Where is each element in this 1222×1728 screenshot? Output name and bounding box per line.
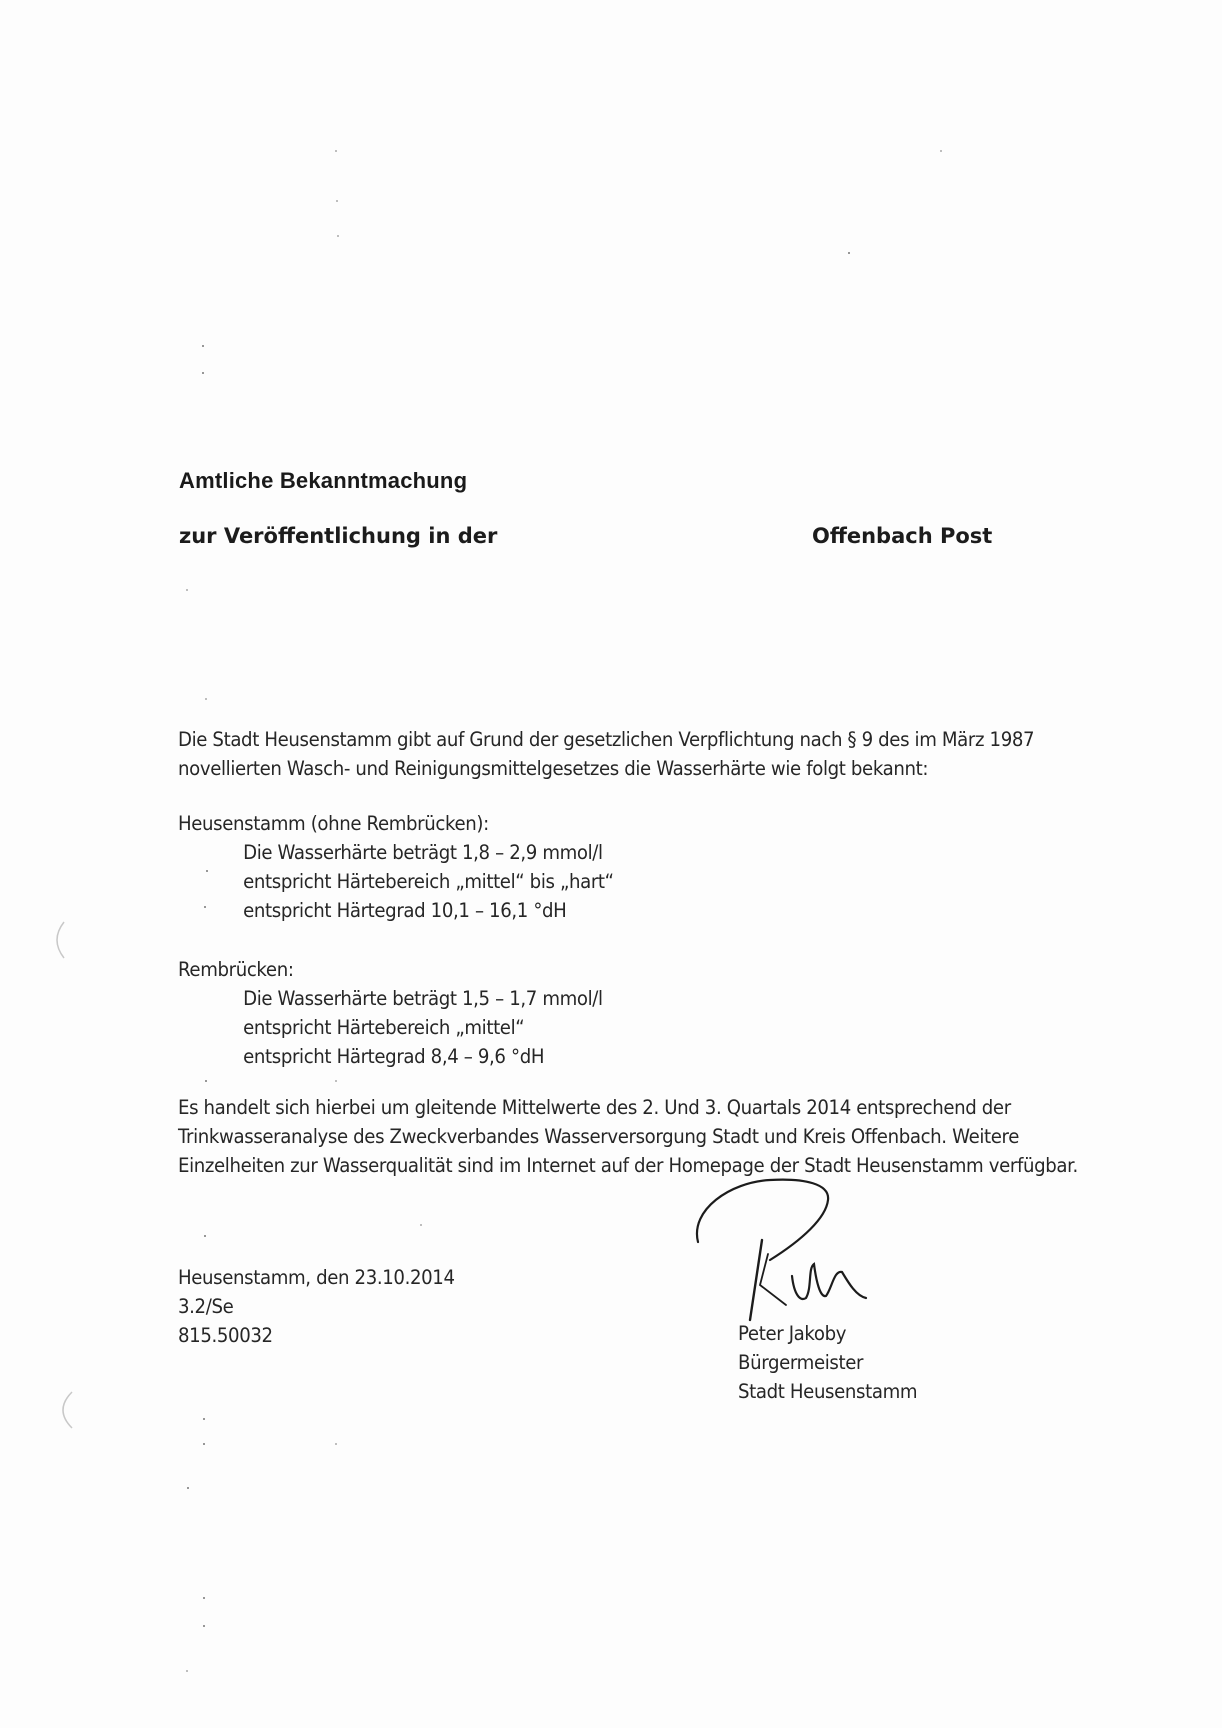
area-block-rembruecken [178,955,603,1071]
scan-speck [202,345,204,347]
scan-speck [203,1625,205,1627]
scan-speck [203,1597,205,1599]
scan-speck [335,1443,337,1445]
scan-speck [335,1080,337,1082]
closing-paragraph [178,1093,1078,1180]
scan-speck [186,589,188,591]
newspaper-name: Offenbach Post [812,524,993,548]
scan-speck [848,252,850,254]
scan-speck [420,1224,422,1226]
scan-speck [187,1487,189,1489]
publication-label: zur Veröffentlichung in der [179,524,498,548]
footer-block [178,1263,455,1350]
intro-line: Die Stadt Heusenstamm gibt auf Grund der gesetzlichen Verpflichtung nach § 9 des im März 1987 [178,728,1035,751]
scan-speck [204,1235,206,1237]
area-block-heusenstamm [178,809,614,925]
scan-speck [336,200,338,202]
handwritten-signature [690,1170,890,1330]
scan-speck [337,235,339,237]
hardness-range: entspricht Härtebereich „mittel“ [243,1016,525,1039]
area-name: Heusenstamm (ohne Rembrücken): [178,812,489,835]
scan-speck [202,372,204,374]
intro-paragraph [178,725,1034,783]
signatory-block [738,1319,917,1406]
intro-line: novellierten Wasch- und Reinigungsmittelgesetzes die Wasserhärte wie folgt bekannt: [178,757,929,780]
closing-line: Einzelheiten zur Wasserqualität sind im Internet auf der Homepage der Stadt Heusenstamm verfügbar. [178,1154,1078,1177]
hardness-range: entspricht Härtebereich „mittel“ bis „hart“ [243,870,614,893]
hardness-degree: entspricht Härtegrad 8,4 – 9,6 °dH [243,1045,545,1068]
scan-hole-mark [50,1390,80,1430]
scan-speck [335,150,337,152]
signatory-organization: Stadt Heusenstamm [738,1380,918,1403]
file-number: 815.50032 [178,1324,273,1347]
document-heading: Amtliche Bekanntmachung [179,468,468,493]
scan-speck [203,1443,205,1445]
reference-code: 3.2/Se [178,1295,234,1318]
hardness-value: Die Wasserhärte beträgt 1,8 – 2,9 mmol/l [243,841,603,864]
place-date: Heusenstamm, den 23.10.2014 [178,1266,455,1289]
signatory-name: Peter Jakoby [738,1322,847,1345]
scan-speck [940,150,942,152]
signatory-title: Bürgermeister [738,1351,864,1374]
scan-speck [205,1080,207,1082]
area-name: Rembrücken: [178,958,294,981]
scan-speck [186,1670,188,1672]
closing-line: Es handelt sich hierbei um gleitende Mittelwerte des 2. Und 3. Quartals 2014 entsprechend der [178,1096,1011,1119]
hardness-degree: entspricht Härtegrad 10,1 – 16,1 °dH [243,899,567,922]
closing-line: Trinkwasseranalyse des Zweckverbandes Wasserversorgung Stadt und Kreis Offenbach. Weitere [178,1125,1020,1148]
scan-speck [205,698,207,700]
scan-speck [203,1418,205,1420]
hardness-value: Die Wasserhärte beträgt 1,5 – 1,7 mmol/l [243,987,603,1010]
scan-hole-mark [48,920,68,960]
